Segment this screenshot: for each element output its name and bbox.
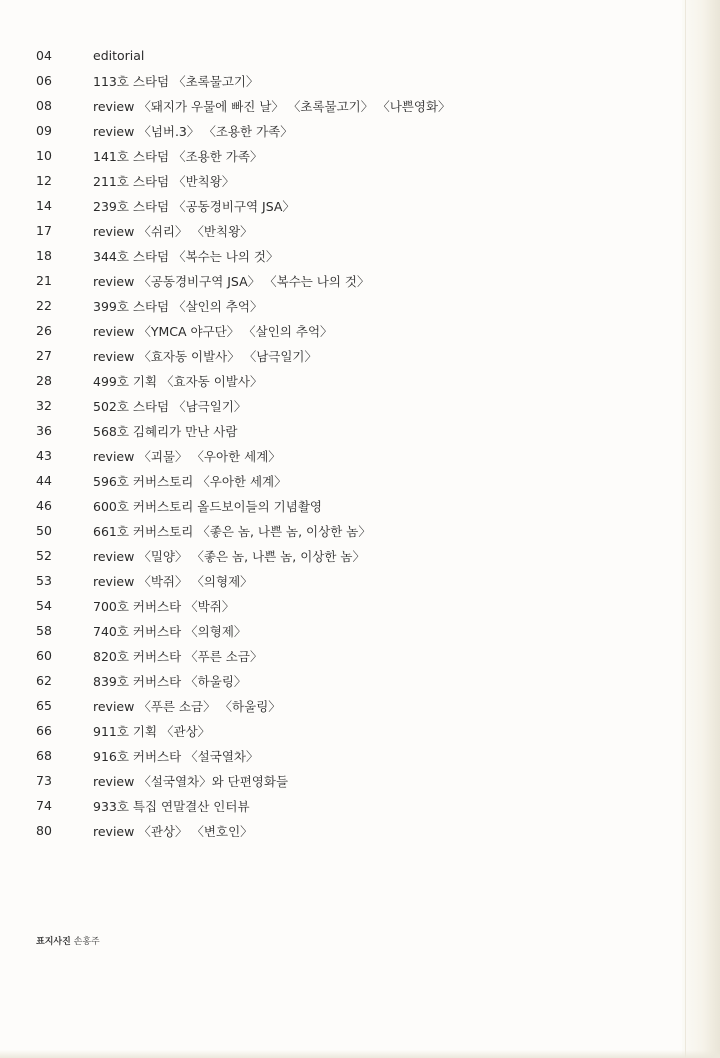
toc-entry bbox=[36, 343, 636, 368]
toc-entry bbox=[36, 668, 636, 693]
toc-page-number: 66 bbox=[36, 723, 53, 738]
toc-entry bbox=[36, 43, 636, 68]
toc-entry bbox=[36, 693, 636, 718]
toc-title: review 〈넘버.3〉 〈조용한 가족〉 bbox=[93, 123, 293, 139]
toc-title: review 〈푸른 소금〉 〈하울링〉 bbox=[93, 698, 281, 714]
toc-entry bbox=[36, 118, 636, 143]
toc-title: review 〈박쥐〉 〈의형제〉 bbox=[93, 573, 253, 589]
toc-title: review 〈공동경비구역 JSA〉 〈복수는 나의 것〉 bbox=[93, 273, 370, 289]
toc-entry bbox=[36, 643, 636, 668]
toc-entry bbox=[36, 368, 636, 393]
toc-title: editorial bbox=[93, 48, 145, 63]
toc-page-number: 18 bbox=[36, 248, 53, 263]
toc-title: 740호 커버스타 〈의형제〉 bbox=[93, 623, 247, 639]
toc-page-number: 73 bbox=[36, 773, 53, 788]
toc-entry bbox=[36, 743, 636, 768]
toc-entry bbox=[36, 618, 636, 643]
toc-page-number: 36 bbox=[36, 423, 53, 438]
toc-title: review 〈관상〉 〈변호인〉 bbox=[93, 823, 253, 839]
toc-title: 239호 스타덤 〈공동경비구역 JSA〉 bbox=[93, 198, 295, 214]
toc-title: 839호 커버스타 〈하울링〉 bbox=[93, 673, 247, 689]
toc-page-number: 21 bbox=[36, 273, 53, 288]
toc-title: 600호 커버스토리 올드보이들의 기념촬영 bbox=[93, 498, 322, 514]
toc-entry bbox=[36, 593, 636, 618]
toc-page-number: 43 bbox=[36, 448, 53, 463]
toc-entry bbox=[36, 468, 636, 493]
toc-entry bbox=[36, 568, 636, 593]
toc-entry bbox=[36, 318, 636, 343]
toc-entry bbox=[36, 243, 636, 268]
toc-page-number: 46 bbox=[36, 498, 53, 513]
toc-page-number: 68 bbox=[36, 748, 53, 763]
toc-page-number: 26 bbox=[36, 323, 53, 338]
toc-title: 499호 기획 〈효자동 이발사〉 bbox=[93, 373, 263, 389]
toc-entry bbox=[36, 268, 636, 293]
toc-entry bbox=[36, 218, 636, 243]
toc-entry bbox=[36, 168, 636, 193]
toc-page-number: 62 bbox=[36, 673, 53, 688]
toc-title: 113호 스타덤 〈초록물고기〉 bbox=[93, 73, 259, 89]
toc-entry bbox=[36, 543, 636, 568]
toc-page-number: 74 bbox=[36, 798, 53, 813]
toc-title: 502호 스타덤 〈남극일기〉 bbox=[93, 398, 247, 414]
toc-title: review 〈YMCA 야구단〉 〈살인의 추억〉 bbox=[93, 323, 333, 339]
page-edge-line bbox=[685, 0, 686, 1058]
toc-entry bbox=[36, 293, 636, 318]
toc-entry bbox=[36, 718, 636, 743]
toc-entry bbox=[36, 518, 636, 543]
toc-page-number: 14 bbox=[36, 198, 53, 213]
toc-entry bbox=[36, 143, 636, 168]
toc-page-number: 44 bbox=[36, 473, 53, 488]
toc-title: 596호 커버스토리 〈우아한 세계〉 bbox=[93, 473, 287, 489]
toc-entry bbox=[36, 443, 636, 468]
toc-page-number: 52 bbox=[36, 548, 53, 563]
toc-title: 700호 커버스타 〈박쥐〉 bbox=[93, 598, 235, 614]
toc-page-number: 28 bbox=[36, 373, 53, 388]
toc-title: review 〈설국열차〉와 단편영화들 bbox=[93, 773, 289, 789]
toc-entry bbox=[36, 393, 636, 418]
toc-entry bbox=[36, 93, 636, 118]
toc-title: 568호 김혜리가 만난 사람 bbox=[93, 423, 238, 439]
toc-title: 916호 커버스타 〈설국열차〉 bbox=[93, 748, 259, 764]
toc-page-number: 32 bbox=[36, 398, 53, 413]
toc-page-number: 12 bbox=[36, 173, 53, 188]
toc-title: 141호 스타덤 〈조용한 가족〉 bbox=[93, 148, 263, 164]
toc-page-number: 10 bbox=[36, 148, 53, 163]
toc-title: review 〈밀양〉 〈좋은 놈, 나쁜 놈, 이상한 놈〉 bbox=[93, 548, 366, 564]
toc-entry bbox=[36, 418, 636, 443]
page-bottom-shade bbox=[0, 1050, 720, 1058]
toc-page-number: 08 bbox=[36, 98, 53, 113]
toc-entry bbox=[36, 68, 636, 93]
toc-title: 211호 스타덤 〈반칙왕〉 bbox=[93, 173, 235, 189]
cover-photo-credit-name: 손홍주 bbox=[73, 937, 100, 947]
toc-page-number: 06 bbox=[36, 73, 53, 88]
toc-page-number: 22 bbox=[36, 298, 53, 313]
toc-title: 399호 스타덤 〈살인의 추억〉 bbox=[93, 298, 263, 314]
toc-title: review 〈효자동 이발사〉 〈남극일기〉 bbox=[93, 348, 318, 364]
toc-page-number: 27 bbox=[36, 348, 53, 363]
toc-page-number: 54 bbox=[36, 598, 53, 613]
toc-page-number: 17 bbox=[36, 223, 53, 238]
page-edge bbox=[682, 0, 720, 1058]
toc-title: 911호 기획 〈관상〉 bbox=[93, 723, 211, 739]
toc-page-number: 80 bbox=[36, 823, 53, 838]
toc-page-number: 60 bbox=[36, 648, 53, 663]
toc-title: 344호 스타덤 〈복수는 나의 것〉 bbox=[93, 248, 279, 264]
toc-title: 661호 커버스토리 〈좋은 놈, 나쁜 놈, 이상한 놈〉 bbox=[93, 523, 371, 539]
toc-page-number: 04 bbox=[36, 48, 53, 63]
toc-entry bbox=[36, 193, 636, 218]
toc-page-number: 09 bbox=[36, 123, 53, 138]
toc-entry bbox=[36, 793, 636, 818]
toc-entry bbox=[36, 493, 636, 518]
toc-title: 933호 특집 연말결산 인터뷰 bbox=[93, 798, 250, 814]
toc-page-number: 58 bbox=[36, 623, 53, 638]
toc-title: review 〈괴물〉 〈우아한 세계〉 bbox=[93, 448, 281, 464]
table-of-contents bbox=[36, 43, 636, 843]
toc-page-number: 50 bbox=[36, 523, 53, 538]
toc-title: review 〈돼지가 우물에 빠진 날〉 〈초록물고기〉 〈나쁜영화〉 bbox=[93, 98, 451, 114]
cover-photo-credit bbox=[36, 934, 100, 947]
toc-page-number: 65 bbox=[36, 698, 53, 713]
cover-photo-credit-label: 표지사진 bbox=[36, 937, 71, 947]
toc-page-number: 53 bbox=[36, 573, 53, 588]
toc-title: review 〈쉬리〉 〈반칙왕〉 bbox=[93, 223, 253, 239]
toc-title: 820호 커버스타 〈푸른 소금〉 bbox=[93, 648, 263, 664]
toc-entry bbox=[36, 768, 636, 793]
toc-entry bbox=[36, 818, 636, 843]
